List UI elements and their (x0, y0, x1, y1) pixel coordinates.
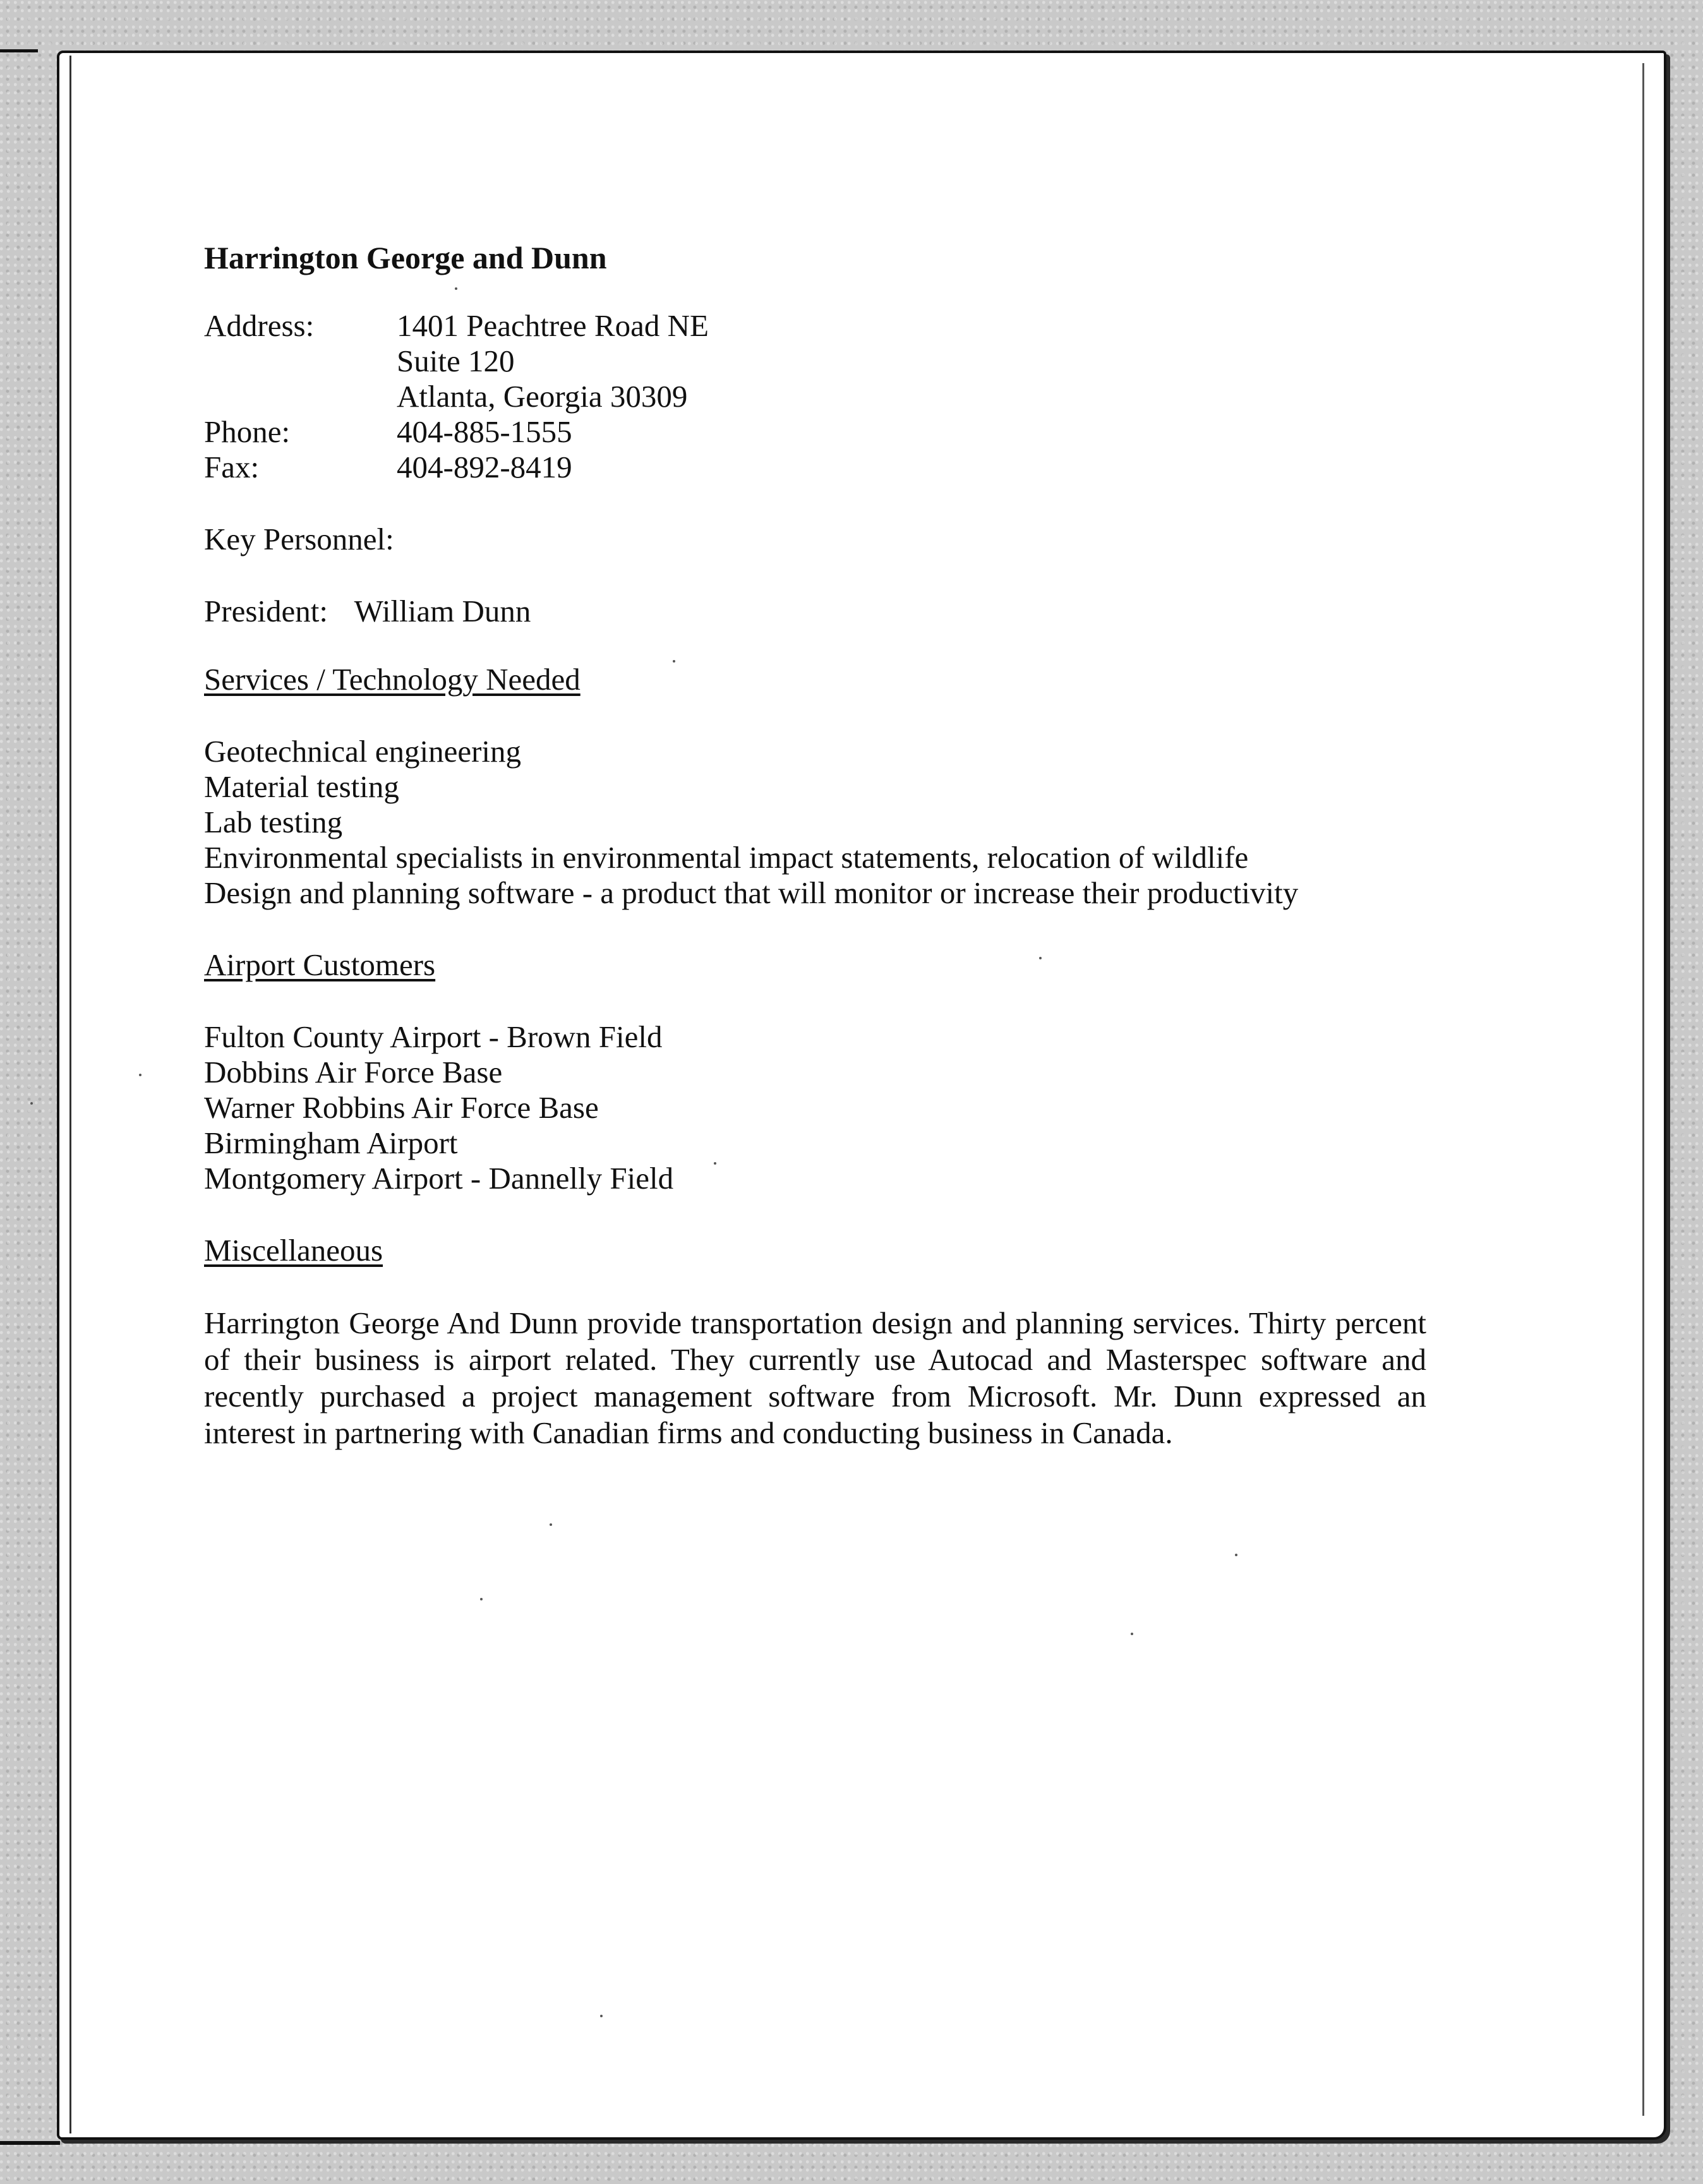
scan-speck (139, 1074, 141, 1076)
airport-customers-heading: Airport Customers (204, 947, 436, 982)
contact-label: Fax: (204, 450, 260, 484)
contact-value: 404-885-1555 (397, 414, 572, 449)
list-item: Dobbins Air Force Base (204, 1055, 503, 1089)
list-item: Montgomery Airport - Dannelly Field (204, 1161, 674, 1196)
list-item: Design and planning software - a product that will monitor or increase their productivity (204, 875, 1299, 910)
key-personnel-heading: Key Personnel: (204, 522, 394, 556)
scan-speck (1039, 957, 1042, 959)
list-item: Material testing (204, 769, 399, 804)
scan-speck (1235, 1554, 1237, 1556)
contact-label: Address: (204, 308, 315, 343)
scan-speck (550, 1523, 552, 1526)
contact-label (204, 344, 397, 379)
contact-value: Suite 120 (397, 344, 515, 378)
scan-speck (600, 2015, 603, 2017)
scan-speck (480, 1598, 483, 1600)
page-edge-bottom-left (0, 2141, 60, 2145)
miscellaneous-paragraph: Harrington George And Dunn provide transportation design and planning services. Thirty percent of their business is airport related. They currently use Autocad and Masterspec software and recently purchased a project management software from Microsoft. Mr. Dunn expressed an interest in partnering with Canadian firms and conducting business in Canada. (204, 1305, 1426, 1450)
list-item: Birmingham Airport (204, 1125, 458, 1160)
president-name: William Dunn (354, 594, 531, 628)
miscellaneous-heading: Miscellaneous (204, 1233, 383, 1268)
contact-value: 1401 Peachtree Road NE (397, 308, 709, 343)
scan-speck (714, 1162, 716, 1165)
page-edge-top-left (0, 49, 38, 52)
contact-block (204, 308, 1467, 485)
list-item: Lab testing (204, 805, 343, 839)
airport-customers-list (204, 1019, 1467, 1196)
page-right-edge (1642, 63, 1644, 2116)
president-label: President: (204, 594, 328, 628)
services-list (204, 734, 1467, 911)
document-body (204, 240, 1467, 1451)
contact-label: Phone: (204, 414, 291, 449)
scan-speck (30, 1102, 33, 1105)
binding-line (69, 56, 71, 2133)
scan-speck (455, 287, 457, 290)
contact-value: 404-892-8419 (397, 450, 572, 484)
scan-speck (673, 660, 675, 663)
contact-label (204, 379, 397, 414)
services-heading: Services / Technology Needed (204, 662, 581, 697)
scan-speck (1131, 1633, 1133, 1635)
list-item: Fulton County Airport - Brown Field (204, 1019, 663, 1054)
list-item: Warner Robbins Air Force Base (204, 1090, 599, 1125)
contact-value: Atlanta, Georgia 30309 (397, 379, 688, 414)
company-name: Harrington George and Dunn (204, 240, 607, 275)
list-item: Geotechnical engineering (204, 734, 522, 769)
list-item: Environmental specialists in environmental impact statements, relocation of wildlife (204, 840, 1249, 875)
president-line (204, 594, 1467, 629)
